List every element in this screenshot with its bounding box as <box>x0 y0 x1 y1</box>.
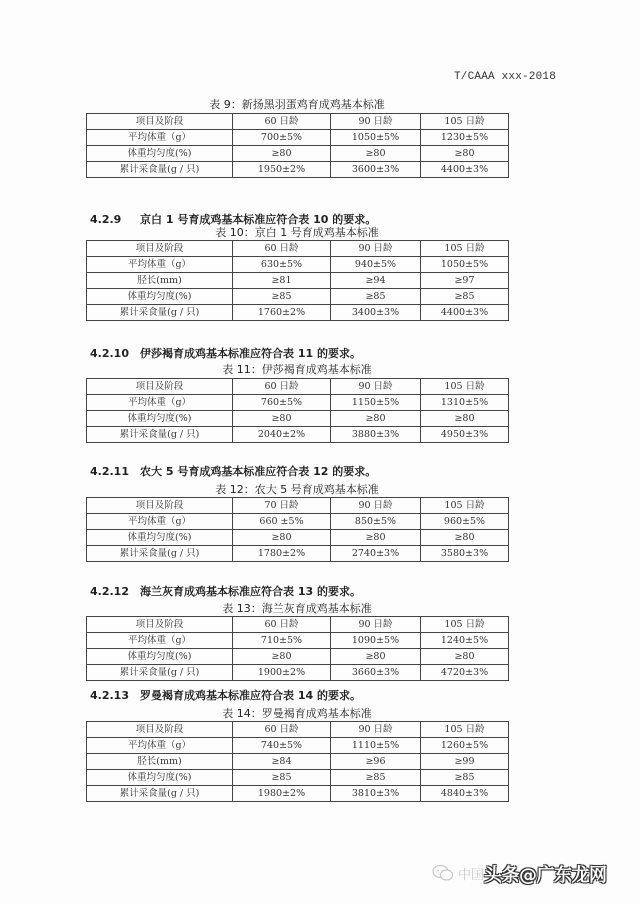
cell: ≥80 <box>331 649 421 665</box>
cell: ≥80 <box>233 649 331 665</box>
cell: ≥80 <box>421 530 509 546</box>
cell: 3660±3% <box>331 665 421 681</box>
row-label: 平均体重（g） <box>87 395 233 411</box>
section-number: 4.2.11 <box>90 465 129 478</box>
header-cell: 项目及阶段 <box>87 241 233 257</box>
table-9 <box>86 113 509 178</box>
cell: 710±5% <box>233 633 331 649</box>
row-label: 平均体重（g） <box>87 257 233 273</box>
section-text: 京白 1 号育成鸡基本标准应符合表 10 的要求。 <box>140 213 377 226</box>
cell: 1050±5% <box>421 257 509 273</box>
header-cell: 项目及阶段 <box>87 379 233 395</box>
header-cell: 60 日龄 <box>233 722 331 738</box>
table-row <box>87 649 509 665</box>
section-heading-4-2-10 <box>90 345 361 361</box>
row-label: 体重均匀度(%) <box>87 530 233 546</box>
row-label: 平均体重（g） <box>87 738 233 754</box>
row-label: 平均体重（g） <box>87 130 233 146</box>
table-10-caption: 表 10：京白 1 号育成鸡基本标准 <box>215 226 379 239</box>
header-cell: 60 日龄 <box>233 379 331 395</box>
cell: 1150±5% <box>331 395 421 411</box>
cell: ≥80 <box>331 146 421 162</box>
cell: ≥94 <box>331 273 421 289</box>
table-row <box>87 665 509 681</box>
table-row <box>87 305 509 321</box>
cell: ≥85 <box>331 289 421 305</box>
cell: ≥80 <box>233 530 331 546</box>
header-cell: 90 日龄 <box>331 379 421 395</box>
table-12 <box>86 497 509 562</box>
row-label: 累计采食量(g / 只) <box>87 546 233 562</box>
cell: 740±5% <box>233 738 331 754</box>
header-cell: 60 日龄 <box>233 114 331 130</box>
table-9-caption: 表 9：新扬黑羽蛋鸡育成鸡基本标准 <box>209 98 385 111</box>
header-cell: 项目及阶段 <box>87 722 233 738</box>
row-label: 累计采食量(g / 只) <box>87 162 233 178</box>
cell: 1780±2% <box>233 546 331 562</box>
table-11 <box>86 378 509 443</box>
header-cell: 90 日龄 <box>331 498 421 514</box>
section-number: 4.2.10 <box>90 347 129 360</box>
table-14-caption: 表 14：罗曼褐育成鸡基本标准 <box>222 707 372 720</box>
header-cell: 70 日龄 <box>233 498 331 514</box>
header-cell: 项目及阶段 <box>87 617 233 633</box>
section-heading-4-2-12 <box>90 583 361 599</box>
table-row <box>87 146 509 162</box>
row-label: 累计采食量(g / 只) <box>87 305 233 321</box>
table-row <box>87 273 509 289</box>
table-row <box>87 514 509 530</box>
table-row <box>87 786 509 802</box>
table-10 <box>86 240 509 321</box>
cell: 660 ±5% <box>233 514 331 530</box>
cell: 4400±3% <box>421 162 509 178</box>
cell: 1240±5% <box>421 633 509 649</box>
row-label: 平均体重（g） <box>87 633 233 649</box>
table-header-row <box>87 241 509 257</box>
cell: 760±5% <box>233 395 331 411</box>
cell: ≥84 <box>233 754 331 770</box>
header-cell: 90 日龄 <box>331 722 421 738</box>
table-row <box>87 546 509 562</box>
cell: 3600±3% <box>331 162 421 178</box>
header-cell: 60 日龄 <box>233 617 331 633</box>
table-row <box>87 289 509 305</box>
section-heading-4-2-11 <box>90 463 376 479</box>
cell: 1260±5% <box>421 738 509 754</box>
table-11-caption: 表 11：伊莎褐育成鸡基本标准 <box>222 363 372 376</box>
cell: ≥85 <box>331 770 421 786</box>
header-cell: 105 日龄 <box>421 379 509 395</box>
cell: 4720±3% <box>421 665 509 681</box>
header-cell: 项目及阶段 <box>87 114 233 130</box>
table-header-row <box>87 379 509 395</box>
table-13-caption: 表 13：海兰灰育成鸡基本标准 <box>222 602 372 615</box>
cell: 630±5% <box>233 257 331 273</box>
row-label: 胫长(mm) <box>87 754 233 770</box>
cell: ≥80 <box>233 411 331 427</box>
table-header-row <box>87 114 509 130</box>
table-14 <box>86 721 509 802</box>
table-row <box>87 738 509 754</box>
section-text: 伊莎褐育成鸡基本标准应符合表 11 的要求。 <box>140 347 361 360</box>
cell: ≥85 <box>421 289 509 305</box>
cell: 1900±2% <box>233 665 331 681</box>
watermark-site-text: 头条@广东龙网 <box>484 865 607 886</box>
cell: ≥85 <box>233 289 331 305</box>
header-cell: 105 日龄 <box>421 241 509 257</box>
cell: ≥96 <box>331 754 421 770</box>
header-cell: 90 日龄 <box>331 114 421 130</box>
standard-code: T/CAAA xxx-2018 <box>454 71 557 83</box>
cell: 4840±3% <box>421 786 509 802</box>
cell: 850±5% <box>331 514 421 530</box>
row-label: 体重均匀度(%) <box>87 411 233 427</box>
row-label: 累计采食量(g / 只) <box>87 427 233 443</box>
row-label: 体重均匀度(%) <box>87 146 233 162</box>
header-cell: 90 日龄 <box>331 617 421 633</box>
cell: 1980±2% <box>233 786 331 802</box>
cell: ≥80 <box>331 411 421 427</box>
cell: 1090±5% <box>331 633 421 649</box>
table-row <box>87 754 509 770</box>
table-header-row <box>87 498 509 514</box>
cell: 1760±2% <box>233 305 331 321</box>
section-number: 4.2.12 <box>90 585 129 598</box>
section-heading-4-2-13 <box>90 687 361 703</box>
section-number: 4.2.13 <box>90 689 129 702</box>
cell: ≥81 <box>233 273 331 289</box>
table-header-row <box>87 617 509 633</box>
row-label: 累计采食量(g / 只) <box>87 786 233 802</box>
header-cell: 105 日龄 <box>421 722 509 738</box>
cell: 3810±3% <box>331 786 421 802</box>
section-text: 海兰灰育成鸡基本标准应符合表 13 的要求。 <box>140 585 361 598</box>
row-label: 体重均匀度(%) <box>87 289 233 305</box>
header-cell: 105 日龄 <box>421 617 509 633</box>
table-row <box>87 633 509 649</box>
cell: ≥97 <box>421 273 509 289</box>
cell: 4400±3% <box>421 305 509 321</box>
table-12-caption: 表 12：农大 5 号育成鸡基本标准 <box>215 483 379 496</box>
row-label: 胫长(mm) <box>87 273 233 289</box>
cell: ≥80 <box>421 649 509 665</box>
table-row <box>87 427 509 443</box>
header-cell: 60 日龄 <box>233 241 331 257</box>
table-row <box>87 162 509 178</box>
section-text: 农大 5 号育成鸡基本标准应符合表 12 的要求。 <box>140 465 377 478</box>
cell: 1950±2% <box>233 162 331 178</box>
cell: 1230±5% <box>421 130 509 146</box>
cell: 2740±3% <box>331 546 421 562</box>
header-cell: 105 日龄 <box>421 498 509 514</box>
cell: ≥85 <box>233 770 331 786</box>
cell: 960±5% <box>421 514 509 530</box>
row-label: 体重均匀度(%) <box>87 770 233 786</box>
table-row <box>87 770 509 786</box>
table-row <box>87 130 509 146</box>
row-label: 体重均匀度(%) <box>87 649 233 665</box>
table-row <box>87 530 509 546</box>
cell: ≥85 <box>421 770 509 786</box>
cell: 1110±5% <box>331 738 421 754</box>
cell: 2040±2% <box>233 427 331 443</box>
cell: 940±5% <box>331 257 421 273</box>
header-cell: 90 日龄 <box>331 241 421 257</box>
header-cell: 项目及阶段 <box>87 498 233 514</box>
row-label: 平均体重（g） <box>87 514 233 530</box>
cell: 3880±3% <box>331 427 421 443</box>
table-13 <box>86 616 509 681</box>
wechat-icon <box>432 864 454 882</box>
cell: 1310±5% <box>421 395 509 411</box>
watermark-org-text: 中国 <box>458 868 485 883</box>
cell: ≥80 <box>233 146 331 162</box>
cell: ≥99 <box>421 754 509 770</box>
cell: ≥80 <box>421 411 509 427</box>
cell: 3400±3% <box>331 305 421 321</box>
section-number: 4.2.9 <box>90 213 122 226</box>
cell: 1050±5% <box>331 130 421 146</box>
cell: 3580±3% <box>421 546 509 562</box>
header-cell: 105 日龄 <box>421 114 509 130</box>
table-row <box>87 395 509 411</box>
section-text: 罗曼褐育成鸡基本标准应符合表 14 的要求。 <box>140 689 361 702</box>
cell: 700±5% <box>233 130 331 146</box>
table-row <box>87 257 509 273</box>
cell: 4950±3% <box>421 427 509 443</box>
cell: ≥80 <box>331 530 421 546</box>
table-header-row <box>87 722 509 738</box>
cell: ≥80 <box>421 146 509 162</box>
row-label: 累计采食量(g / 只) <box>87 665 233 681</box>
table-row <box>87 411 509 427</box>
